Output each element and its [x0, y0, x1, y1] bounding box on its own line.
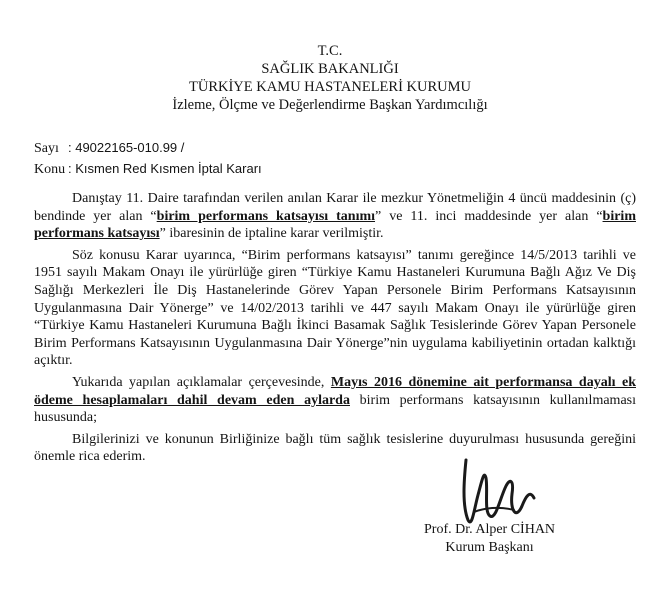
- letter-meta: [34, 138, 262, 180]
- konu-label: Konu: [34, 162, 66, 177]
- p3-highlight: Mayıs 2016 dönemine ait performansa dayalı ek ödeme hesaplamaları dahil devam eden aylarda: [34, 374, 636, 408]
- paragraph-2: Söz konusu Karar uyarınca, “Birim performans katsayısı” tanımı gereğince 14/5/2013 tarihli ve 1951 sayılı Makam Onayı ile yürürlüğe giren “Türkiye Kamu Hastaneleri Kurumuna Bağlı Ağız Ve Diş Sağlığı Merkezleri İle Diş Hastanelerinde Görev Yapan Personele Birim Performans Katsayısının Uygulanmasına Dair Yönerge” ve 14/02/2013 tarihli ve 447 sayılı Makam Onayı ile yürürlüğe giren “Türkiye Kamu Hastaneleri Kurumuna Bağlı İkinci Basamak Sağlık Tesislerinde Görev Yapan Personele Birim Performans Katsayısının Uygulanmasına Dair Yönerge”nin uygulama kabiliyetinin ortadan kalktığı açıktır.: [34, 247, 636, 369]
- konu-value: : Kısmen Red Kısmen İptal Kararı: [68, 161, 262, 176]
- header-line-tc: T.C.: [317, 43, 343, 59]
- sayi-value: : 49022165-010.99 /: [68, 140, 185, 155]
- sayi-label: Sayı: [34, 141, 59, 156]
- p1-text-b: ” ve 11. inci maddesinde yer alan “: [375, 208, 603, 224]
- signature-block: [424, 521, 555, 557]
- paragraph-3: [34, 374, 636, 427]
- signatory-name: Prof. Dr. Alper CİHAN: [424, 522, 556, 537]
- letterhead: [0, 42, 660, 114]
- paragraph-1: [34, 190, 636, 243]
- signatory-title: Kurum Başkanı: [445, 540, 534, 555]
- paragraph-4: Bilgilerinizi ve konunun Birliğinize bağlı tüm sağlık tesislerine duyurulması hususunda gereğini önemle rica ederim.: [34, 431, 636, 465]
- p1-text-c: ” ibaresinin de iptaline karar verilmiştir.: [159, 226, 384, 242]
- letter-body: [34, 190, 636, 470]
- sayi-row: [34, 138, 262, 159]
- p3-text-a: Yukarıda yapılan açıklamalar çerçevesinde,: [72, 374, 331, 390]
- header-line-institution: TÜRKİYE KAMU HASTANELERİ KURUMU: [189, 79, 471, 95]
- p1-text-a: Danıştay 11. Daire tarafından verilen anılan Karar ile mezkur Yönetmeliğin 4 üncü maddesinin (ç) bendinde yer alan “: [34, 191, 636, 224]
- p3-text-b: birim performans katsayısının kullanılmaması hususunda;: [34, 392, 636, 426]
- p1-highlight-1: birim performans katsayısı tanımı: [156, 208, 376, 224]
- p1-highlight-2: birim performans katsayısı: [34, 208, 636, 242]
- header-line-ministry: SAĞLIK BAKANLIĞI: [261, 61, 399, 77]
- header-line-department: İzleme, Ölçme ve Değerlendirme Başkan Yardımcılığı: [172, 97, 488, 113]
- konu-row: [34, 159, 262, 180]
